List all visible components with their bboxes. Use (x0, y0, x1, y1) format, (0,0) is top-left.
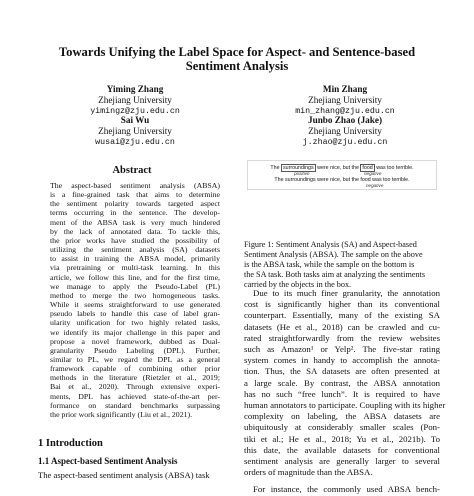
author-affiliation: Zhejiang University (308, 95, 382, 105)
text-line: via pretraining or multi-task learning. In this (50, 263, 220, 273)
author-email: min_zhang@zju.edu.cn (295, 107, 395, 116)
text-line: formance on standard benchmarks surpassing (50, 400, 220, 410)
author-affiliation: Zhejiang University (98, 126, 172, 136)
subsection-heading-absa: 1.1 Aspect-based Sentiment Analysis (38, 456, 178, 466)
text-line: While it seems straightforward to use generated (50, 300, 220, 310)
text-line: tiki et al.; He et al., 2018; Yu et al., 2021b). To (244, 433, 440, 444)
text-line: Bai et al., 2020). Through extensive experi- (50, 382, 220, 392)
author-email: yimingz@zju.edu.cn (90, 107, 180, 116)
text-line: granularity Pseudo Labeling (DPL). Further, (50, 345, 220, 355)
text-line: ularity unification for two highly related tasks, (50, 318, 220, 328)
aspect-box-food: food (362, 165, 373, 171)
text-line: such as Amazon¹ or Yelp². The five-star rating (244, 344, 440, 355)
author-name: Sai Wu (120, 115, 150, 125)
text-line: to assist in training the ABSA model, primarily (50, 254, 220, 264)
tag-negative: negative (364, 171, 382, 176)
author-name: Min Zhang (322, 84, 368, 94)
figure-1-box (247, 160, 437, 190)
text-line: this date, the available datasets for conventional (244, 444, 440, 455)
text-line: datasets (He et al., 2018) can be crawled and cu- (244, 321, 440, 332)
text-line: Due to its much finer granularity, the annotation (253, 288, 440, 298)
text-line: framework capable of combining other prior (50, 364, 220, 374)
author-email: wusai@zju.edu.cn (95, 138, 175, 147)
abstract-body (50, 181, 220, 419)
aspect-box-surroundings: surroundings (283, 165, 314, 171)
text-line: ment of the ABSA task is very much hindered (50, 217, 220, 227)
text-line: counterpart. Essentially, many of the existing SA (244, 310, 440, 321)
author-name: Junbo Zhao (Jake) (307, 115, 383, 125)
text-line: is the ABSA task, while the sample on the bottom is (244, 260, 415, 269)
text-line: system comes in handy to accomplish the annota- (244, 355, 440, 366)
text-line: sentiment analysis are generally larger to several (244, 456, 440, 467)
title-line-1: Towards Unifying the Label Space for Aspect- and Sentence-based (58, 45, 416, 59)
text-line: method to merge the two homogeneous tasks. (50, 290, 220, 300)
text-line: by the lack of annotated data. To tackle this, (50, 226, 220, 236)
text-line: article, we follow this line, and for the first time, (50, 272, 220, 282)
text-line: terms occurring in the sentence. The develop- (50, 208, 220, 218)
tag-negative-sa: negative (366, 183, 384, 188)
section-heading-introduction: 1 Introduction (38, 438, 103, 449)
text-line: The aspect-based sentiment analysis (ABSA) (50, 181, 220, 190)
figure-absa-sentence (258, 165, 426, 171)
text-line: ments, DPL has achieved state-of-the-art per- (50, 391, 220, 401)
title-line-2: Sentiment Analysis (185, 59, 289, 73)
text-line: is a fine-grained task that aims to determine (50, 190, 220, 200)
text-line: For instance, the commonly used ABSA bench- (253, 484, 440, 495)
figure-text: was too terrible. (374, 165, 414, 171)
text-line: pseudo labels to handle this case of label gran- (50, 309, 220, 319)
paper-title (20, 45, 454, 73)
text-line: tion. Thus, the SA datasets are often presented at (244, 366, 440, 377)
text-line: propose a novel framework, dubbed as Dual- (50, 336, 220, 346)
text-line: we manage to apply the Pseudo-Label (PL) (50, 281, 220, 291)
text-line: cost is significantly higher than its conventional (244, 299, 440, 310)
text-line: the prior works have studied the possibility of (50, 235, 220, 245)
text-line: similar to PL, we regard the DPL as a general (50, 354, 220, 364)
text-line: we identify its major challenge in this paper and (50, 327, 220, 337)
text-line: orders of magnitude than the ABSA. (244, 467, 373, 478)
text-line: methods in the literature (Rietzler et al., 2019; (50, 373, 220, 383)
figure-text: The (270, 165, 282, 171)
text-line: the prior work significantly (Liu et al., 2021). (50, 409, 193, 419)
author-affiliation: Zhejiang University (308, 126, 382, 136)
body-text-cut-off: The aspect-based sentiment analysis (ABSA) task (38, 470, 210, 480)
author-affiliation: Zhejiang University (98, 95, 172, 105)
author-block-4 (275, 115, 415, 148)
author-block-1 (70, 84, 200, 117)
text-line: Figure 1: Sentiment Analysis (SA) and Aspect-based (244, 240, 417, 249)
text-line: a large scale. By contrast, the ABSA annotation (244, 377, 440, 388)
text-line: the sentiment polarity towards targeted aspect (50, 199, 220, 209)
author-block-2 (275, 84, 415, 117)
author-block-3 (70, 115, 200, 148)
text-line: Sentiment Analysis (ABSA). The sample on the above (244, 250, 423, 259)
tag-positive: positive (294, 171, 310, 176)
text-line: rated straightforwardly from the review websites (244, 332, 440, 343)
text-line: has no such “free lunch”. It is required to have (244, 388, 440, 399)
text-line: carried by the objects in the box. (244, 280, 352, 289)
author-email: j.zhao@zju.edu.cn (302, 138, 388, 147)
right-column-body (244, 288, 446, 496)
figure-sa-sentence: The surroundings were nice, but the food was too terrible. (274, 177, 410, 183)
author-name: Yiming Zhang (106, 84, 164, 94)
figure-text: were nice, but the (315, 165, 361, 171)
figure-1-caption (244, 240, 440, 290)
text-line: complexity on labeling, the ABSA datasets are (244, 411, 440, 422)
text-line: utilizing the sentiment analysis (SA) datasets (50, 245, 220, 255)
text-line: ubiquitously at considerably smaller scales (Pon- (244, 422, 440, 433)
text-line: human annotators to participate. Coupling with its higher (244, 400, 446, 411)
abstract-heading: Abstract (112, 165, 152, 176)
text-line: the SA task. Both tasks aim at analyzing the sentiments (244, 270, 426, 279)
